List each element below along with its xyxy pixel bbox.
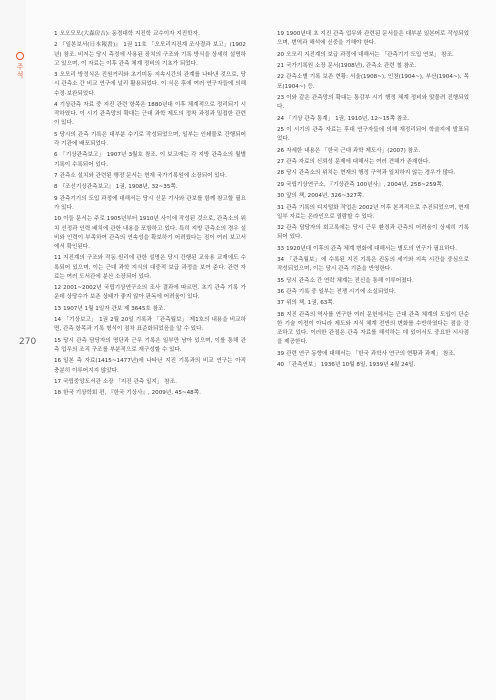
footnote-number: 26 — [277, 147, 285, 154]
footnote — [54, 30, 246, 39]
footnote-text: 관측기기의 도입 과정에 대해서는 당시 신문 기사와 관보를 함께 참고할 필요가 있다. — [54, 195, 246, 211]
footnote — [277, 245, 469, 254]
footnote-number: 22 — [277, 74, 285, 81]
footnote — [277, 277, 469, 286]
footnote — [54, 389, 246, 398]
footnote-number: 29 — [277, 181, 285, 188]
footnote-number: 40 — [277, 362, 285, 369]
footnote-text: 오오모모(大森房吉): 동경대학 지진학 교수이자 지진학자. — [59, 31, 200, 37]
footnote-number: 2 — [54, 42, 58, 49]
footnote — [277, 204, 469, 222]
footnote-number: 34 — [277, 257, 285, 264]
footnote-text: 위의 책, 1권, 63쪽. — [286, 300, 335, 307]
footnote-text: 오모리 방정식은 진원거리와 초기미동 지속시간의 관계를 나타낸 것으로, 당시 관측소 간 비교 연구에 널리 활용되었다. 이 식은 후에 여러 연구자들에 의해 수정·보완되었다. — [54, 72, 246, 97]
section-marker — [11, 52, 29, 79]
footnote — [54, 305, 246, 314]
notes-column-left — [54, 30, 246, 401]
footnote — [54, 316, 246, 334]
footnote-text: 이 시기의 관측 자료는 후대 연구자들에 의해 재정리되어 학술지에 발표되었다. — [277, 126, 469, 143]
footnote — [277, 192, 469, 201]
footnote-text: 앞의 책, 2004년, 326~327쪽. — [286, 193, 365, 200]
footnote-number: 33 — [277, 245, 285, 252]
footnote — [277, 51, 469, 60]
footnote-text: 당시 관측 담당자의 명단과 근무 기록은 일부만 남아 있으며, 이를 통해 관측 업무의 조직 구조를 부분적으로 재구성할 수 있다. — [54, 337, 246, 353]
footnote-text: 오모리 지진계의 보급 과정에 대해서는 「관측기기 도입 연보」 참조. — [286, 51, 454, 58]
footnote-number: 7 — [54, 172, 58, 179]
footnote-number: 1 — [54, 31, 58, 37]
footnote-text: 「기상보고」 1권 2월 20일 기록과 「관측월보」 제1호의 내용을 비교하면, 관측 항목과 기록 형식이 점차 표준화되었음을 알 수 있다. — [54, 317, 246, 333]
footnote — [277, 94, 469, 112]
footnote-text: 관측 담당자의 회고록에는 당시 근무 환경과 관측의 어려움이 상세히 기록되어 있다. — [277, 225, 469, 241]
footnote-text: 이와 같은 관측망의 확대는 통감부 시기 행정 체계 정비와 맞물려 진행되었다. — [277, 94, 469, 111]
footnote-text: 『일본보서(日本報書)』 1권 11호 「오모리지진계 조사결과 보고」(1902년) 참조. 비저는 당시 측정에 사용된 장치의 구조와 기록 방식을 상세히 설명하고 있으며, 이 자료는 이후 관측 체계 정비의 기초가 되었다. — [54, 42, 246, 67]
footnote-text: 「기상관측보고」 1907년 3월호 참조. 이 보고에는 각 지방 관측소의 월별 기록이 수록되어 있다. — [54, 152, 246, 168]
footnote-text: 이들 문서는 주로 1905년부터 1910년 사이에 작성된 것으로, 관측소의 위치 선정과 인력 배치에 관한 내용을 포함하고 있다. 특히 지방 관측소의 경우 설비와 인력이 부족하여 관측의 연속성을 확보하기 어려웠다는 점이 여러 보고서에서 확인된다. — [54, 216, 246, 250]
footnote-number: 10 — [54, 216, 62, 223]
footnote-number: 20 — [277, 51, 285, 58]
footnote-number: 30 — [277, 193, 285, 200]
footnote — [54, 131, 246, 149]
footnote-text: 지진계의 구조와 작동 원리에 관한 설명은 당시 간행된 교육용 교재에도 수록되어 있으며, 이는 근대 과학 지식의 대중적 보급 과정을 보여 준다. 관련 자료는 여러 도서관에 분산 소장되어 있다. — [54, 255, 246, 280]
footnote-number: 35 — [277, 277, 285, 284]
footnote — [54, 71, 246, 99]
footnote-text: 2001~2002년 국립기상연구소의 조사 결과에 따르면, 초기 관측 기록 가운데 상당수가 보존 상태가 좋지 않아 판독에 어려움이 있다. — [54, 285, 246, 301]
footnote-text: 관측 기록 중 일부는 전쟁 시기에 소실되었다. — [286, 289, 396, 296]
footnote-number: 3 — [54, 72, 58, 79]
footnote-text: 국립기상연구소, 『기상관측 100년사』, 2004년, 258~259쪽. — [286, 181, 444, 188]
footnote — [54, 101, 246, 129]
footnote — [277, 115, 469, 124]
footnote — [277, 126, 469, 144]
left-margin — [0, 0, 26, 700]
section-label: 주석 — [16, 63, 24, 79]
footnote-text: 국립중앙도서관 소장 「지진 관측 일지」 참조. — [63, 378, 177, 385]
footnote-text: 「기상 관측 통계」 1권, 1910년, 12~15쪽 참조. — [286, 115, 410, 122]
footnote — [277, 181, 469, 190]
footnote — [54, 215, 246, 252]
footnote — [277, 30, 469, 48]
footnote-number: 27 — [277, 158, 285, 165]
footnote — [277, 169, 469, 178]
footnote — [277, 299, 469, 308]
footnote-number: 13 — [54, 305, 62, 312]
footnote-text: 「관측연보」 1936년 10월 8일, 1939년 4월 24일. — [286, 362, 416, 369]
footnote-number: 16 — [54, 358, 62, 365]
footnote — [277, 256, 469, 274]
footnote — [54, 378, 246, 387]
footnote-text: 일본 측 자료(1415~1477년)에 나타난 지진 기록과의 비교 연구는 아직 충분히 이루어지지 않았다. — [54, 358, 246, 374]
footnote — [54, 151, 246, 169]
footnote-number: 18 — [54, 390, 62, 397]
footnote-number: 6 — [54, 152, 58, 159]
footnote — [277, 73, 469, 91]
footnote-text: 당시 관측소의 위치는 현재의 행정 구역과 일치하지 않는 경우가 많다. — [286, 170, 456, 177]
footnote-text: 1907년 1월 1일자 관보 제 3645호 참조. — [63, 305, 166, 312]
footnote-text: 당시 관측소 간 연락 체계는 전신을 통해 이루어졌다. — [286, 277, 414, 284]
circle-icon — [16, 52, 24, 60]
footnote — [277, 158, 469, 167]
footnote — [277, 361, 469, 370]
footnote-number: 23 — [277, 94, 285, 101]
footnote — [277, 62, 469, 71]
footnote-number: 9 — [54, 195, 58, 202]
footnote-text: 국가기록원 소장 문서(1908년), 관측소 관련 철 참조. — [286, 62, 417, 69]
footnote — [54, 172, 246, 181]
footnote-text: 1900년대 초 지진 관측 업무와 관련된 문서들은 대부분 일본어로 작성되었으며, 번역과 해석에 신중을 기해야 한다. — [277, 31, 469, 47]
footnote — [54, 337, 246, 355]
footnote-number: 31 — [277, 204, 285, 211]
footnote-number: 25 — [277, 126, 285, 133]
footnote-number: 38 — [277, 311, 285, 318]
footnote-number: 14 — [54, 317, 62, 324]
notes-column-right — [277, 30, 469, 373]
footnote-number: 39 — [277, 350, 285, 357]
footnote-number: 8 — [54, 184, 58, 191]
footnote-number: 11 — [54, 255, 62, 262]
page-number: 270 — [19, 337, 37, 347]
footnote — [277, 350, 469, 359]
footnote-number: 12 — [54, 285, 62, 292]
footnote-text: 관측소별 기록 보존 현황: 서울(1908~), 인천(1904~), 부산(1904~), 목포(1904~) 등. — [277, 74, 469, 90]
footnote — [54, 183, 246, 192]
footnote — [54, 357, 246, 375]
footnote — [277, 147, 469, 156]
footnote-number: 37 — [277, 300, 285, 307]
footnote-number: 17 — [54, 378, 62, 385]
footnote — [277, 224, 469, 242]
footnote-text: 1920년대 이후의 관측 체계 변화에 대해서는 별도의 연구가 필요하다. — [286, 245, 457, 252]
footnote-text: 기상관측 자료 중 지진 관련 항목은 1880년대 이후 체계적으로 정리되기 시작하였다. 이 시기 관측망의 확대는 근대 과학 제도의 정착 과정과 밀접한 관련이 있다. — [54, 101, 246, 127]
footnote — [277, 311, 469, 348]
footnote-text: 관측 자료의 신뢰성 문제에 대해서는 여러 견해가 존재한다. — [286, 158, 431, 165]
footnote-number: 28 — [277, 170, 285, 177]
footnote-text: 당시의 관측 기록은 대부분 수기로 작성되었으며, 일부는 인쇄물로 간행되어 각 기관에 배포되었다. — [54, 131, 246, 147]
footnote — [277, 288, 469, 297]
footnote-text: 자세한 내용은 「한국 근대 과학 제도사」(2007) 참조. — [286, 147, 421, 154]
footnote-text: 관측소 설치와 관련된 행정 문서는 현재 국가기록원에 소장되어 있다. — [59, 172, 227, 179]
footnote-text: 『조선기상관측보고』 1권, 1908년, 32~35쪽. — [59, 184, 178, 191]
footnote-number: 15 — [54, 337, 62, 344]
footnote-text: 관측 기록의 디지털화 작업은 2002년 이후 본격적으로 추진되었으며, 현재 일부 자료는 온라인으로 열람할 수 있다. — [277, 204, 469, 220]
footnote-text: 한국 기상학회 편, 『한국 기상사』, 2009년, 45~48쪽. — [63, 390, 201, 397]
footnote — [54, 284, 246, 302]
footnote-number: 19 — [277, 31, 285, 37]
footnote — [54, 195, 246, 213]
footnote-number: 32 — [277, 225, 285, 232]
footnote-number: 5 — [54, 131, 58, 138]
footnote — [54, 41, 246, 69]
footnote-text: 「관측월보」에 수록된 지진 기록은 진동의 세기와 지속 시간을 중심으로 작성되었으며, 이는 당시 관측 기준을 반영한다. — [277, 257, 469, 273]
footnote-number: 36 — [277, 289, 285, 296]
footnote-number: 24 — [277, 115, 285, 122]
footnote-number: 21 — [277, 62, 285, 69]
footnote-text: 지진 관측의 역사를 연구한 여러 문헌에서는 근대 관측 체계의 도입이 단순한 기술 이전이 아니라 제도와 지식 체계 전반의 변화를 수반하였다는 점을 강조하고 있다. 이러한 관점은 관측 자료를 해석하는 데 있어서도 중요한 시사점을 제공한다. — [277, 311, 469, 346]
footnote-text: 관련 연구 동향에 대해서는 「한국 과학사 연구의 현황과 과제」 참조. — [286, 350, 456, 357]
footnote — [54, 254, 246, 282]
footnote-number: 4 — [54, 101, 58, 108]
